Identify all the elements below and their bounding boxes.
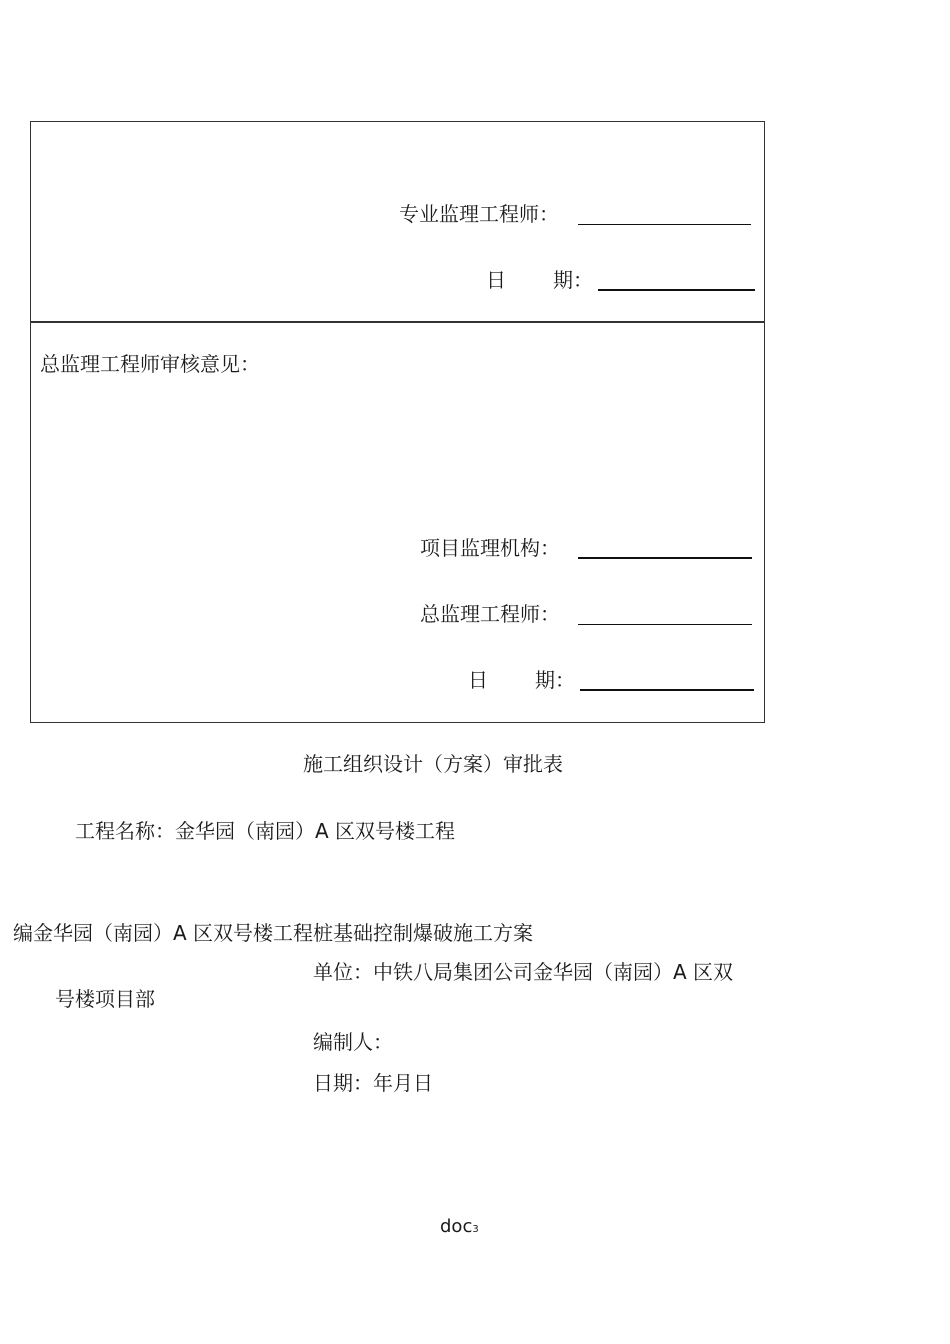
chief-review-box bbox=[30, 321, 765, 723]
date-field: 日期：年月日 bbox=[313, 1071, 433, 1095]
project-name: 工程名称：金华园（南园）A 区双号楼工程 bbox=[75, 819, 456, 843]
engineer-label: 专业监理工程师： bbox=[399, 202, 559, 226]
preparer-label: 编制人： bbox=[313, 1030, 393, 1054]
footer-doc: doc bbox=[440, 1216, 473, 1237]
chief-opinion-label: 总监理工程师审核意见： bbox=[40, 352, 260, 376]
footer-page-number: 3 bbox=[472, 1224, 479, 1235]
date-signature-line-bottom bbox=[580, 689, 754, 691]
date-signature-line bbox=[598, 289, 755, 291]
plan-name: 编金华园（南园）A 区双号楼工程桩基础控制爆破施工方案 bbox=[13, 921, 534, 945]
date-label-char2-bottom: 期： bbox=[535, 668, 575, 692]
supervisor-review-box bbox=[30, 121, 765, 323]
date-label-char1: 日 bbox=[486, 268, 506, 292]
date-label-char1-bottom: 日 bbox=[468, 668, 488, 692]
engineer-signature-line bbox=[578, 224, 751, 225]
chief-engineer-label: 总监理工程师： bbox=[420, 602, 560, 626]
unit-line-2: 号楼项目部 bbox=[55, 987, 155, 1011]
page-footer bbox=[440, 1216, 479, 1237]
form-title: 施工组织设计（方案）审批表 bbox=[303, 752, 563, 776]
chief-engineer-signature-line bbox=[578, 624, 752, 625]
org-label: 项目监理机构： bbox=[420, 536, 560, 560]
org-signature-line bbox=[578, 557, 752, 559]
unit-line-1: 单位：中铁八局集团公司金华园（南园）A 区双 bbox=[313, 960, 734, 984]
date-label-char2: 期： bbox=[553, 268, 593, 292]
